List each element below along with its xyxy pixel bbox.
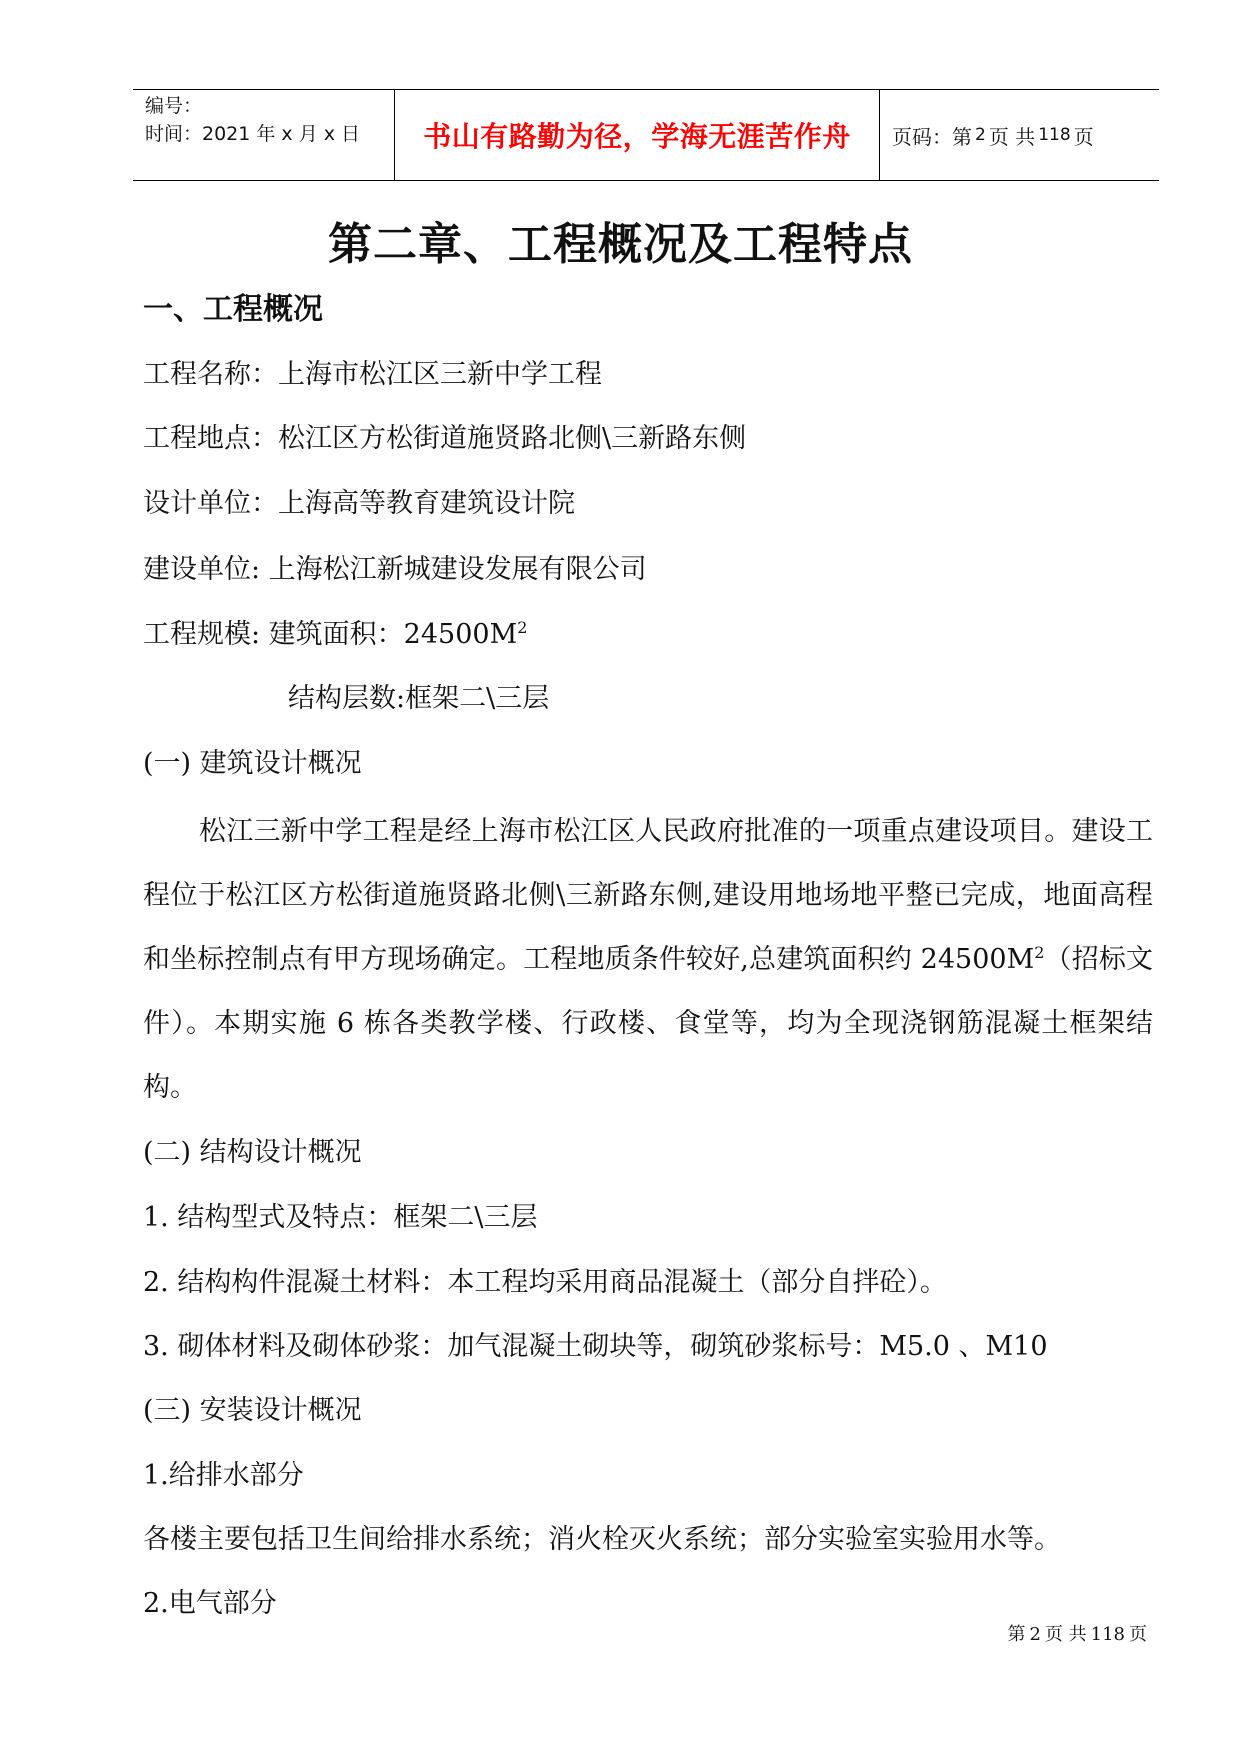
footer-page-number: 2 bbox=[1029, 1624, 1041, 1645]
doc-number-label: 编号： bbox=[145, 95, 203, 117]
header-page-number: 2 bbox=[975, 125, 986, 145]
header-meta bbox=[133, 90, 395, 180]
header-motto-cell bbox=[395, 90, 880, 180]
header-motto: 书山有路勤为径，学海无涯苦作舟 bbox=[423, 120, 851, 153]
section-heading-overview: 一、工程概况 bbox=[143, 292, 323, 327]
arch-para-text-b: （招标文件）。本期实施 6 栋各类教学楼、行政楼、食堂等，均为全现浇钢筋混凝土框架结构。 bbox=[143, 944, 1154, 1103]
structure-floors: 结构层数:框架二\三层 bbox=[288, 683, 550, 714]
project-scale-sup: 2 bbox=[517, 618, 528, 637]
header-page-mid: 页 共 bbox=[988, 124, 1036, 149]
page-header bbox=[133, 89, 1159, 181]
water-heading: 1.给排水部分 bbox=[143, 1460, 304, 1491]
struct-design-heading: (二) 结构设计概况 bbox=[143, 1137, 362, 1168]
arch-para-sup: 2 bbox=[1034, 943, 1045, 962]
doc-time-label: 时间：2021 年 x 月 x 日 bbox=[145, 123, 361, 145]
footer-mid: 页 共 bbox=[1044, 1624, 1087, 1645]
construction-unit: 建设单位: 上海松江新城建设发展有限公司 bbox=[143, 554, 647, 585]
footer-prefix: 第 bbox=[1007, 1624, 1026, 1645]
project-scale bbox=[143, 612, 527, 651]
header-page-prefix: 页码：第 bbox=[892, 124, 972, 149]
header-page-total: 118 bbox=[1038, 125, 1071, 145]
header-page-suffix: 页 bbox=[1073, 124, 1094, 149]
arch-para-text-a: 松江三新中学工程是经上海市松江区人民政府批准的一项重点建设项目。建设工程位于松江区方松街道施贤路北侧\三新路东侧,建设用地场地平整已完成，地面高程和坐标控制点有甲方现场确定。工程地质条件较好,总建筑面积约 24500M bbox=[143, 816, 1153, 975]
chapter-title: 第二章、工程概况及工程特点 bbox=[328, 219, 913, 270]
arch-design-heading: (一) 建筑设计概况 bbox=[143, 748, 362, 779]
footer-page-total: 118 bbox=[1090, 1624, 1125, 1645]
header-page-info bbox=[880, 90, 1159, 180]
project-name: 工程名称：上海市松江区三新中学工程 bbox=[143, 359, 602, 390]
struct-item-1: 1. 结构型式及特点：框架二\三层 bbox=[143, 1202, 538, 1233]
struct-item-2: 2. 结构构件混凝土材料：本工程均采用商品混凝土（部分自拌砼）。 bbox=[143, 1267, 947, 1298]
footer-suffix: 页 bbox=[1129, 1624, 1147, 1645]
project-location: 工程地点：松江区方松街道施贤路北侧\三新路东侧 bbox=[143, 423, 747, 454]
water-text: 各楼主要包括卫生间给排水系统；消火栓灭火系统；部分实验室实验用水等。 bbox=[143, 1524, 1061, 1555]
page-footer bbox=[1005, 1620, 1149, 1646]
arch-design-paragraph bbox=[143, 800, 1153, 1120]
struct-item-3: 3. 砌体材料及砌体砂浆：加气混凝土砌块等，砌筑砂浆标号：M5.0 、M10 bbox=[143, 1331, 1048, 1362]
design-unit: 设计单位：上海高等教育建筑设计院 bbox=[143, 488, 575, 519]
project-scale-text: 工程规模: 建筑面积：24500M bbox=[143, 619, 518, 650]
electric-heading: 2.电气部分 bbox=[143, 1588, 277, 1619]
install-design-heading: (三) 安装设计概况 bbox=[143, 1395, 362, 1426]
